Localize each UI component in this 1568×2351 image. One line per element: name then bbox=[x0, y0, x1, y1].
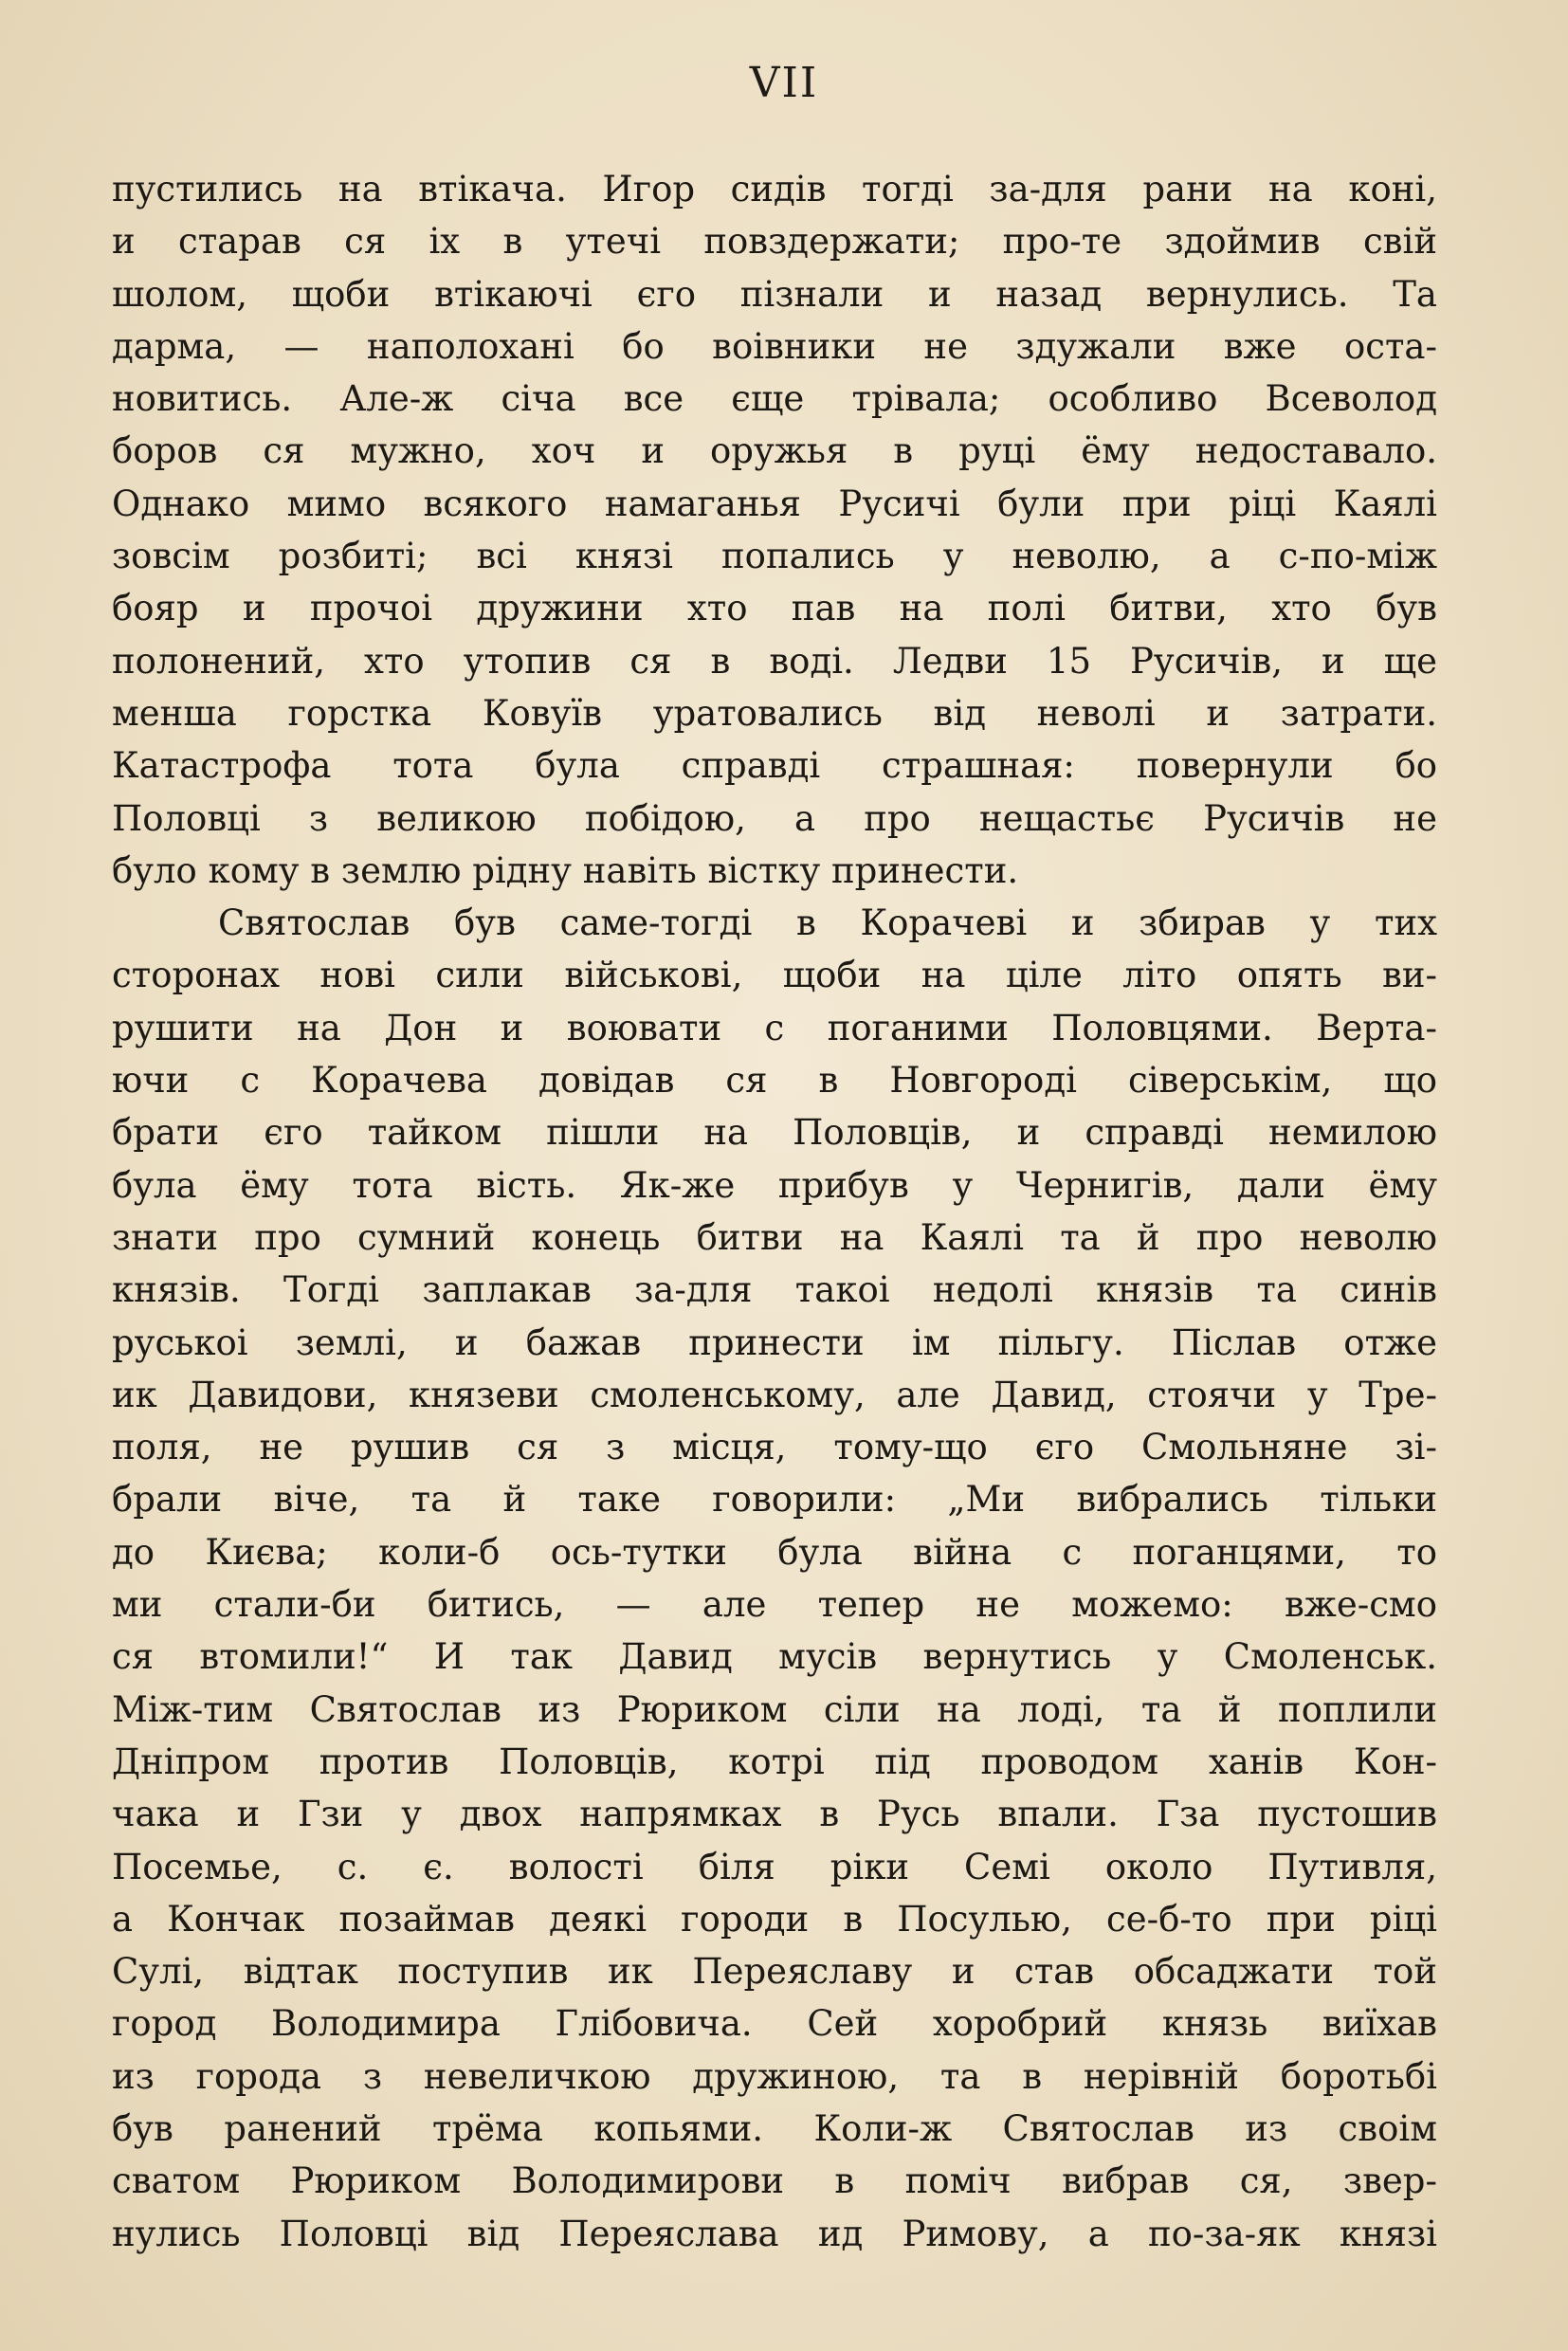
text-line: брали віче, та й таке говорили: „Ми вибрались тільки bbox=[112, 1479, 1437, 1521]
text-line: менша горстка Ковуїв уратовались від неволі и затрати. bbox=[112, 692, 1437, 734]
text-line: новитись. Але-ж січа все єще трівала; особливо Всеволод bbox=[112, 378, 1437, 420]
text-line: ся втомили!“ И так Давид мусів вернутись у Смоленськ. bbox=[112, 1636, 1437, 1678]
text-line: Сулі, відтак поступив ик Переяславу и став обсаджати той bbox=[112, 1951, 1437, 1993]
text-line: зовсім розбиті; всі князі попались у неволю, а с-по-між bbox=[112, 536, 1437, 577]
text-line: а Кончак позаймав деякі городи в Посулью, се-б-то при ріці bbox=[112, 1898, 1437, 1940]
text-line: полонений, хто утопив ся в воді. Ледви 15 Русичів, и ще bbox=[112, 640, 1437, 682]
text-line: поля, не рушив ся з місця, тому-що єго Смольняне зі- bbox=[112, 1427, 1437, 1468]
text-line: рушити на Дон и воювати с поганими Половцями. Верта- bbox=[112, 1007, 1437, 1048]
text-line: Святослав був саме-тогді в Корачеві и збирав у тих bbox=[218, 902, 1437, 944]
text-line: ик Давидови, князеви смоленському, але Давид, стоячи у Тре- bbox=[112, 1374, 1437, 1415]
text-line: до Києва; коли-б ось-тутки була війна с поганцями, то bbox=[112, 1531, 1437, 1573]
text-line: боров ся мужно, хоч и оружья в руці ёму недоставало. bbox=[112, 430, 1437, 472]
text-line: був ранений трёма копьями. Коли-ж Святослав из своім bbox=[112, 2107, 1437, 2149]
text-line: бояр и прочоі дружини хто пав на полі битви, хто був bbox=[112, 588, 1437, 629]
text-line: пустились на втікача. Игор сидів тогді за-для рани на коні, bbox=[112, 169, 1437, 210]
text-line: нулись Половці від Переяслава ид Римову, а по-за-як князі bbox=[112, 2213, 1437, 2254]
text-line: було кому в землю рідну навіть вістку принести. bbox=[112, 849, 1019, 891]
text-line: ми стали-би битись, — але тепер не можемо: вже-смо bbox=[112, 1584, 1437, 1626]
text-line: и старав ся іх в утечі повздержати; про-те здоймив свій bbox=[112, 221, 1437, 263]
text-line: Дніпром против Половців, котрі під проводом ханів Кон- bbox=[112, 1740, 1437, 1782]
text-line: шолом, щоби втікаючі єго пізнали и назад вернулись. Та bbox=[112, 273, 1437, 315]
page-number: VII bbox=[749, 59, 819, 107]
text-line: руськоі землі, и бажав принести ім пільгу. Післав отже bbox=[112, 1321, 1437, 1363]
text-line: брати єго тайком пішли на Половців, и справді немилою bbox=[112, 1112, 1437, 1154]
text-line: город Володимира Глібовича. Сей хоробрий князь виїхав bbox=[112, 2003, 1437, 2045]
text-line: Катастрофа тота була справді страшная: повернули бо bbox=[112, 745, 1437, 787]
text-line: из города з невеличкою дружиною, та в нерівній боротьбі bbox=[112, 2055, 1437, 2097]
paragraph-2 bbox=[112, 897, 1437, 2260]
text-line: Однако мимо всякого намаганья Русичі були при ріці Каялі bbox=[112, 483, 1437, 524]
text-line: Половці з великою побідою, а про нещастьє Русичів не bbox=[112, 797, 1437, 839]
text-line: чака и Гзи у двох напрямках в Русь впали. Гза пустошив bbox=[112, 1794, 1437, 1835]
body-text bbox=[112, 163, 1437, 2260]
text-line: Між-тим Святослав из Рюриком сіли на лоді, та й поплили bbox=[112, 1688, 1437, 1730]
text-line: знати про сумний конець битви на Каялі та й про неволю bbox=[112, 1216, 1437, 1258]
text-line: сватом Рюриком Володимирови в поміч вибрав ся, звер- bbox=[112, 2160, 1437, 2202]
text-line: ючи с Корачева довідав ся в Новгороді сіверськім, що bbox=[112, 1060, 1437, 1102]
text-line: була ёму тота вість. Як-же прибув у Чернигів, дали ёму bbox=[112, 1164, 1437, 1206]
text-line: сторонах нові сили військові, щоби на ціле літо опять ви- bbox=[112, 955, 1437, 996]
text-line: дарма, — наполохані бо воівники не здужали вже оста- bbox=[112, 325, 1437, 367]
text-line: Посемье, с. є. волості біля ріки Семі около Путивля, bbox=[112, 1846, 1437, 1887]
paragraph-1 bbox=[112, 163, 1437, 897]
text-line: князів. Тогді заплакав за-для такоі недолі князів та синів bbox=[112, 1269, 1437, 1311]
